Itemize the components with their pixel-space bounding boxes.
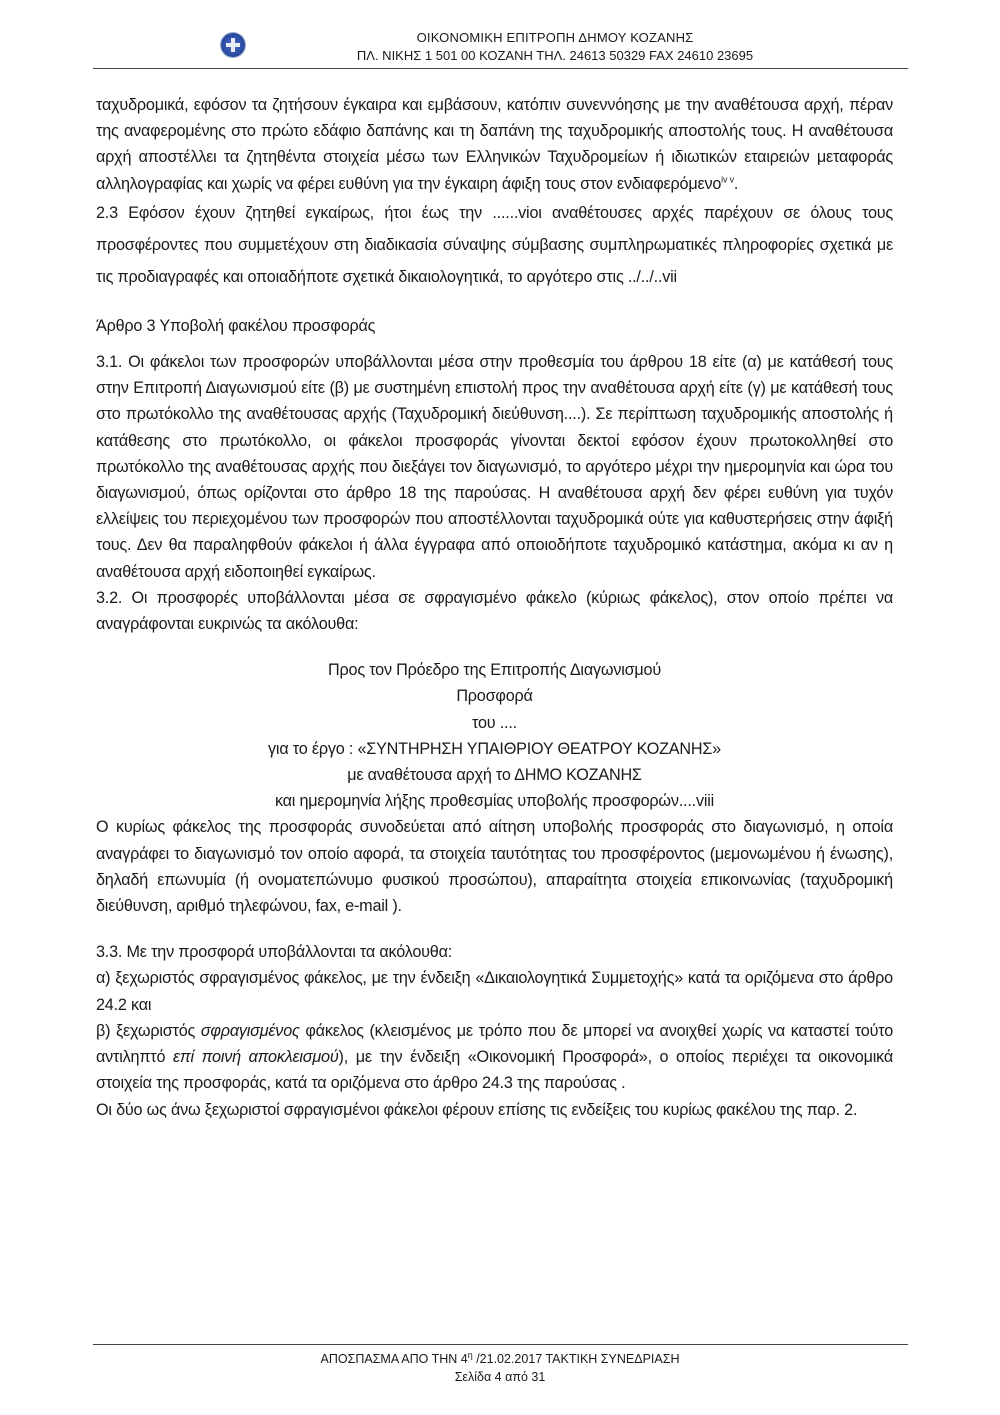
- footer-meeting-ref: ΑΠΟΣΠΑΣΜΑ ΑΠΟ ΤΗΝ $4^\eta$ /21.02.2017 ΤΑΚΤΙΚΗ ΣΥΝΕΔΡΙΑΣΗ: [320, 1349, 680, 1366]
- envelope-label-block: [96, 657, 893, 814]
- page-number: Σελίδα 4 από 31: [454, 1370, 546, 1384]
- paragraph-main-envelope: Ο κυρίως φάκελος της προσφοράς συνοδεύεται από αίτηση υποβολής προσφοράς στο διαγωνισμό, η οποία αναγράφει το διαγωνισμό τον οποίο αφορά, τα στοιχεία ταυτότητας του προσφέροντος (μεμονωμένου ή ένωσης), δηλαδή επωνυμία (ή ονοματεπώνυμο φυσικού προσώπου), απαραίτητα στοιχεία επικοινωνίας (ταχυδρομική διεύθυνση, αριθμό τηλεφώνου, fax, e-mail ).: [96, 818, 893, 916]
- header-organization: ΟΙΚΟΝΟΜΙΚΗ ΕΠΙΤΡΟΠΗ ΔΗΜΟΥ ΚΟΖΑΝΗΣ: [416, 30, 694, 45]
- paragraph-3-2: 3.2. Οι προσφορές υποβάλλονται μέσα σε σφραγισμένο φάκελο (κύριως φάκελος), στον οποίο πρέπει να αναγράφονται ευκρινώς τα ακόλουθα:: [96, 588, 893, 634]
- envelope-line: με αναθέτουσα αρχή το ΔΗΜΟ ΚΟΖΑΝΗΣ: [347, 766, 642, 785]
- envelope-line: Προσφορά: [456, 687, 533, 706]
- paragraph-3-3-a: α) ξεχωριστός σφραγισμένος φάκελος, με την ένδειξη «Δικαιολογητικά Συμμετοχής» κατά τα οριζόμενα στο άρθρο 24.2 και: [96, 969, 893, 1014]
- footnote-ref: iv v: [721, 174, 734, 185]
- paragraph-closing: Οι δύο ως άνω ξεχωριστοί σφραγισμένοι φάκελοι φέρουν επίσης τις ενδείξεις του κυρίως φακέλου της παρ. 2.: [96, 1100, 858, 1119]
- paragraph-3-1: 3.1. Οι φάκελοι των προσφορών υποβάλλονται μέσα στην προθεσμία του άρθρου 18 είτε (α) με κατάθεσή τους στην Επιτροπή Διαγωνισμού είτε (β) με συστημένη επιστολή προς την αναθέτουσα αρχή είτε (γ) με κατάθεσή τους στο πρωτόκολλο της αναθέτουσας αρχής (Ταχυδρομική διεύθυνση....). Σε περίπτωση ταχυδρομικής αποστολής ή κατάθεσης στο πρωτόκολλο, οι φάκελοι προσφοράς γίνονται δεκτοί εφόσον έχουν πρωτοκολληθεί στο πρωτόκολλο της αναθέτουσας αρχής που διεξάγει τον διαγωνισμό, το αργότερο μέχρι την ημερομηνία και ώρα του διαγωνισμού, όπως ορίζονται στο άρθρο 18 της παρούσας. Η αναθέτουσα αρχή δεν φέρει ευθύνη για τυχόν ελλείψεις του περιεχομένου των προσφορών που αποστέλλονται ταχυδρομικά ούτε για καθυστερήσεις στην άφιξή τους. Δεν θα παραληφθούν φάκελοι ή άλλα έγγραφα από οποιοδήποτε ταχυδρομικό κατάστημα, ακόμα κι αν η αναθέτουσα αρχή ειδοποιηθεί εγκαίρως.: [96, 353, 893, 581]
- document-body: [96, 92, 893, 1123]
- envelope-line: και ημερομηνία λήξης προθεσμίας υποβολής προσφορών....viii: [274, 792, 715, 811]
- paragraph-3-3: 3.3. Με την προσφορά υποβάλλονται τα ακόλουθα:: [96, 943, 453, 962]
- page-header: [0, 0, 1000, 70]
- paragraph-postal-delivery: ταχυδρομικά, εφόσον τα ζητήσουν έγκαιρα και εμβάσουν, κατόπιν συνεννόησης με την αναθέτουσα αρχή, πέραν της αναφερομένης στο πρώτο εδάφιο δαπάνης και τη δαπάνη της ταχυδρομικής αποστολής τους. Η αναθέτουσα αρχή αποστέλλει τα ζητηθέντα στοιχεία μέσω των Ελληνικών Ταχυδρομείων ή ιδιωτικών εταιρειών μεταφοράς αλληλογραφίας και χωρίς να φέρει ευθύνη για την έγκαιρη άφιξη τους στον ενδιαφερόμενο$^{iv v}$.: [96, 96, 893, 193]
- paragraph-3-3-b: β) ξεχωριστός σφραγισμένος φάκελος (κλεισμένος με τρόπο που δε μπορεί να ανοιχθεί χωρίς να καταστεί τούτο αντιληπτό επί ποινή αποκλεισμού), με την ένδειξη «Οικονομική Προσφορά», ο οποίος περιέχει τα οικονομικά στοιχεία της προσφοράς, κατά τα οριζόμενα στο άρθρο 24.3 της παρούσας .: [96, 1021, 893, 1093]
- header-divider: [93, 68, 908, 69]
- footer-divider: [93, 1344, 908, 1345]
- header-address: ΠΛ. ΝΙΚΗΣ 1 501 00 ΚΟΖΑΝΗ ΤΗΛ. 24613 50329 FAX 24610 23695: [356, 48, 754, 63]
- envelope-line: του ....: [472, 713, 517, 732]
- envelope-line: Προς τον Πρόεδρο της Επιτροπής Διαγωνισμού: [328, 661, 661, 680]
- paragraph-2-3: 2.3 Εφόσον έχουν ζητηθεί εγκαίρως, ήτοι έως την ......vioι αναθέτουσες αρχές παρέχουν σε όλους τους προσφέροντες που συμμετέχουν στη διαδικασία σύναψης σύμβασης συμπληρωματικές πληροφορίες σχετικά με τις προδιαγραφές και οποιαδήποτε σχετικά δικαιολογητικά, το αργότερο στις ../../..vii: [96, 203, 893, 286]
- article-heading: Άρθρο 3 Υποβολή φακέλου προσφοράς: [96, 316, 376, 335]
- envelope-line: για το έργο : «ΣΥΝΤΗΡΗΣΗ ΥΠΑΙΘΡΙΟΥ ΘΕΑΤΡΟΥ ΚΟΖΑΝΗΣ»: [268, 739, 721, 758]
